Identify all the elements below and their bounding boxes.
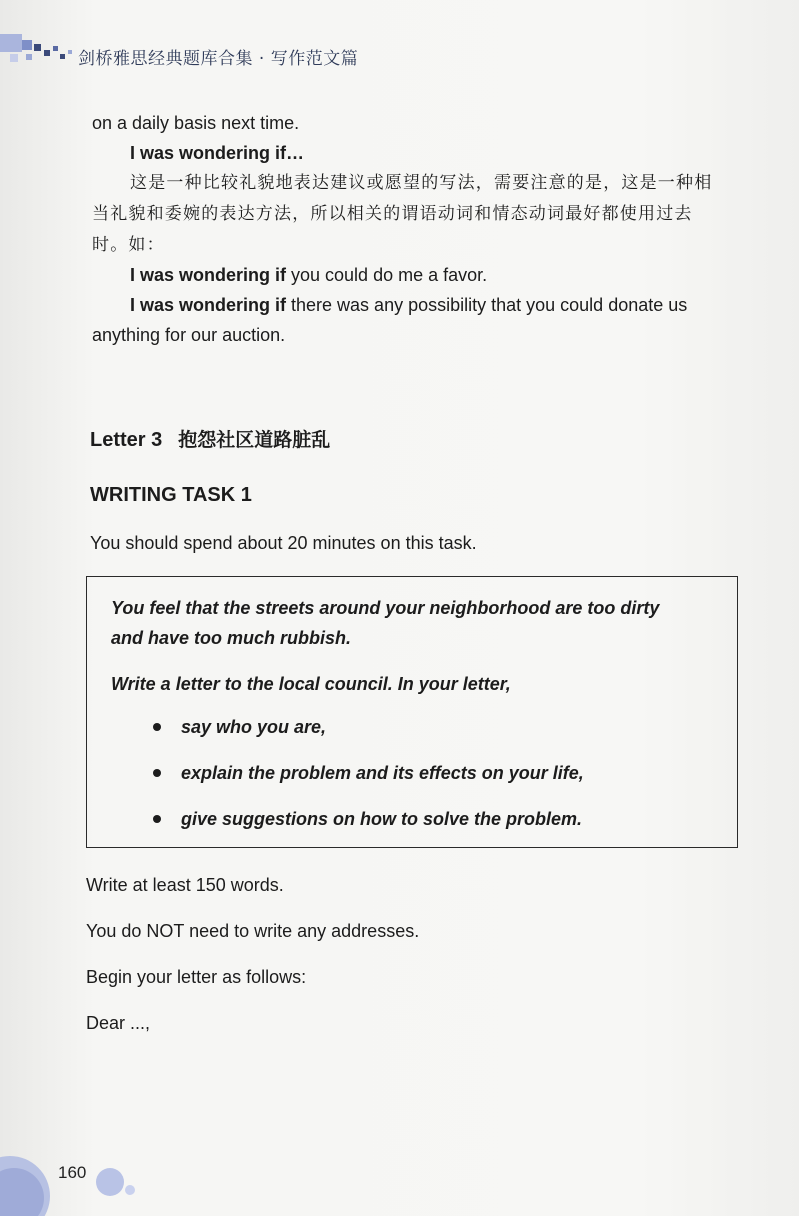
page-header <box>0 14 799 69</box>
salutation: Dear ..., <box>86 1013 151 1033</box>
example-1-rest: you could do me a favor. <box>286 265 488 285</box>
example-2-rest: there was any possibility that you could donate us <box>286 295 688 315</box>
phrase-heading: I was wondering if… <box>130 143 305 163</box>
prompt-instruction: Write a letter to the local council. In your letter, <box>111 674 511 694</box>
header-pixel-decoration <box>0 28 80 68</box>
continuation-line: on a daily basis next time. <box>92 113 300 133</box>
bullet-item-2: explain the problem and its effects on your life, <box>181 763 584 783</box>
book-series-title: 剑桥雅思经典题库合集 · 写作范文篇 <box>78 49 359 69</box>
bullet-dot-icon <box>153 723 161 731</box>
letter-title: 抱怨社区道路脏乱 <box>178 429 331 451</box>
page-number: 160 <box>58 1163 87 1182</box>
explanation-line-3: 时。如： <box>92 235 165 255</box>
bullet-item-1: say who you are, <box>181 717 327 737</box>
explanation-line-1: 这是一种比较礼貌地表达建议或愿望的写法，需要注意的是，这是一种相 <box>130 173 713 193</box>
example-sentence-1 <box>130 264 487 286</box>
prompt-line-2: and have too much rubbish. <box>111 628 352 648</box>
word-count-instruction: Write at least 150 words. <box>86 875 284 895</box>
example-2-bold-phrase: I was wondering if <box>130 295 287 315</box>
example-sentence-2 <box>130 294 687 316</box>
explanation-line-2: 当礼貌和委婉的表达方法，所以相关的谓语动词和情态动词最好都使用过去 <box>92 204 693 224</box>
letter-number: Letter 3 <box>90 429 163 451</box>
time-instruction: You should spend about 20 minutes on this task. <box>90 533 477 553</box>
task-prompt-box <box>86 576 738 848</box>
address-note: You do NOT need to write any addresses. <box>86 921 420 941</box>
letter-heading <box>90 425 330 452</box>
writing-task-heading: WRITING TASK 1 <box>90 484 252 506</box>
bullet-dot-icon <box>153 815 161 823</box>
begin-instruction: Begin your letter as follows: <box>86 967 307 987</box>
bullet-dot-icon <box>153 769 161 777</box>
bullet-item-3: give suggestions on how to solve the problem. <box>181 809 583 829</box>
prompt-line-1: You feel that the streets around your neighborhood are too dirty <box>111 598 660 618</box>
example-1-bold-phrase: I was wondering if <box>130 265 287 285</box>
example-continuation: anything for our auction. <box>92 325 286 345</box>
